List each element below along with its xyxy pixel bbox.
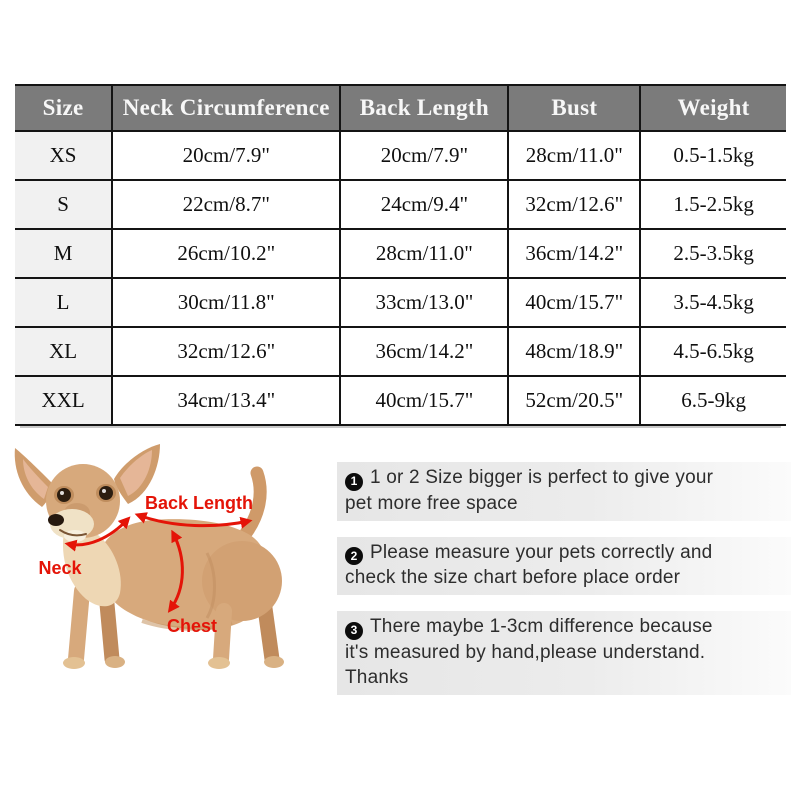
back-length-cell: 20cm/7.9" — [340, 131, 508, 180]
chest-label: Chest — [166, 616, 218, 636]
bust-cell: 36cm/14.2" — [508, 229, 640, 278]
table-row-xs — [15, 131, 786, 180]
header-back-length: Back Length — [340, 85, 508, 131]
neck-cell: 20cm/7.9" — [112, 131, 340, 180]
table-row-l — [15, 278, 786, 327]
size-cell: L — [15, 278, 112, 327]
note-3-bullet: 3 — [345, 622, 363, 640]
size-cell: XXL — [15, 376, 112, 425]
back-length-cell: 33cm/13.0" — [340, 278, 508, 327]
neck-cell: 32cm/12.6" — [112, 327, 340, 376]
neck-label: Neck — [38, 558, 82, 578]
back-length-cell: 24cm/9.4" — [340, 180, 508, 229]
bust-cell: 52cm/20.5" — [508, 376, 640, 425]
neck-cell: 26cm/10.2" — [112, 229, 340, 278]
back-length-cell: 40cm/15.7" — [340, 376, 508, 425]
header-row — [15, 85, 786, 131]
notes-list — [337, 462, 791, 711]
header-size: Size — [15, 85, 112, 131]
bust-cell: 28cm/11.0" — [508, 131, 640, 180]
note-item-3 — [337, 611, 791, 695]
size-cell: XL — [15, 327, 112, 376]
dog-photo — [15, 444, 284, 669]
weight-cell: 3.5-4.5kg — [640, 278, 786, 327]
neck-cell: 30cm/11.8" — [112, 278, 340, 327]
note-1-bullet: 1 — [345, 473, 363, 491]
note-2-bullet: 2 — [345, 547, 363, 565]
header-bust: Bust — [508, 85, 640, 131]
bust-cell: 48cm/18.9" — [508, 327, 640, 376]
back-length-cell: 28cm/11.0" — [340, 229, 508, 278]
size-cell: M — [15, 229, 112, 278]
bust-cell: 40cm/15.7" — [508, 278, 640, 327]
table-row-m — [15, 229, 786, 278]
note-text: pet more free space — [345, 492, 518, 514]
bust-cell: 32cm/12.6" — [508, 180, 640, 229]
table-row-xl — [15, 327, 786, 376]
note-text: 1 or 2 Size bigger is perfect to give your — [370, 467, 714, 488]
size-cell: XS — [15, 131, 112, 180]
weight-cell: 2.5-3.5kg — [640, 229, 786, 278]
back-length-cell: 36cm/14.2" — [340, 327, 508, 376]
note-text: There maybe 1-3cm difference because — [370, 616, 713, 637]
note-text: Thanks — [345, 666, 409, 688]
weight-cell: 0.5-1.5kg — [640, 131, 786, 180]
weight-cell: 1.5-2.5kg — [640, 180, 786, 229]
table-row-xxl — [15, 376, 786, 425]
note-text: check the size chart before place order — [345, 567, 681, 588]
neck-cell: 22cm/8.7" — [112, 180, 340, 229]
header-neck-circumference: Neck Circumference — [112, 85, 340, 131]
weight-cell: 4.5-6.5kg — [640, 327, 786, 376]
note-text: it's measured by hand,please understand. — [345, 641, 706, 663]
note-text: Please measure your pets correctly and — [370, 541, 713, 563]
weight-cell: 6.5-9kg — [640, 376, 786, 425]
back-length-label: Back Length — [144, 493, 254, 513]
neck-cell: 34cm/13.4" — [112, 376, 340, 425]
header-weight: Weight — [640, 85, 786, 131]
note-item-1 — [337, 462, 791, 521]
dog-measurement-diagram — [2, 443, 337, 700]
note-item-2 — [337, 537, 791, 596]
size-cell: S — [15, 180, 112, 229]
table-row-s — [15, 180, 786, 229]
size-chart-table — [15, 84, 786, 426]
